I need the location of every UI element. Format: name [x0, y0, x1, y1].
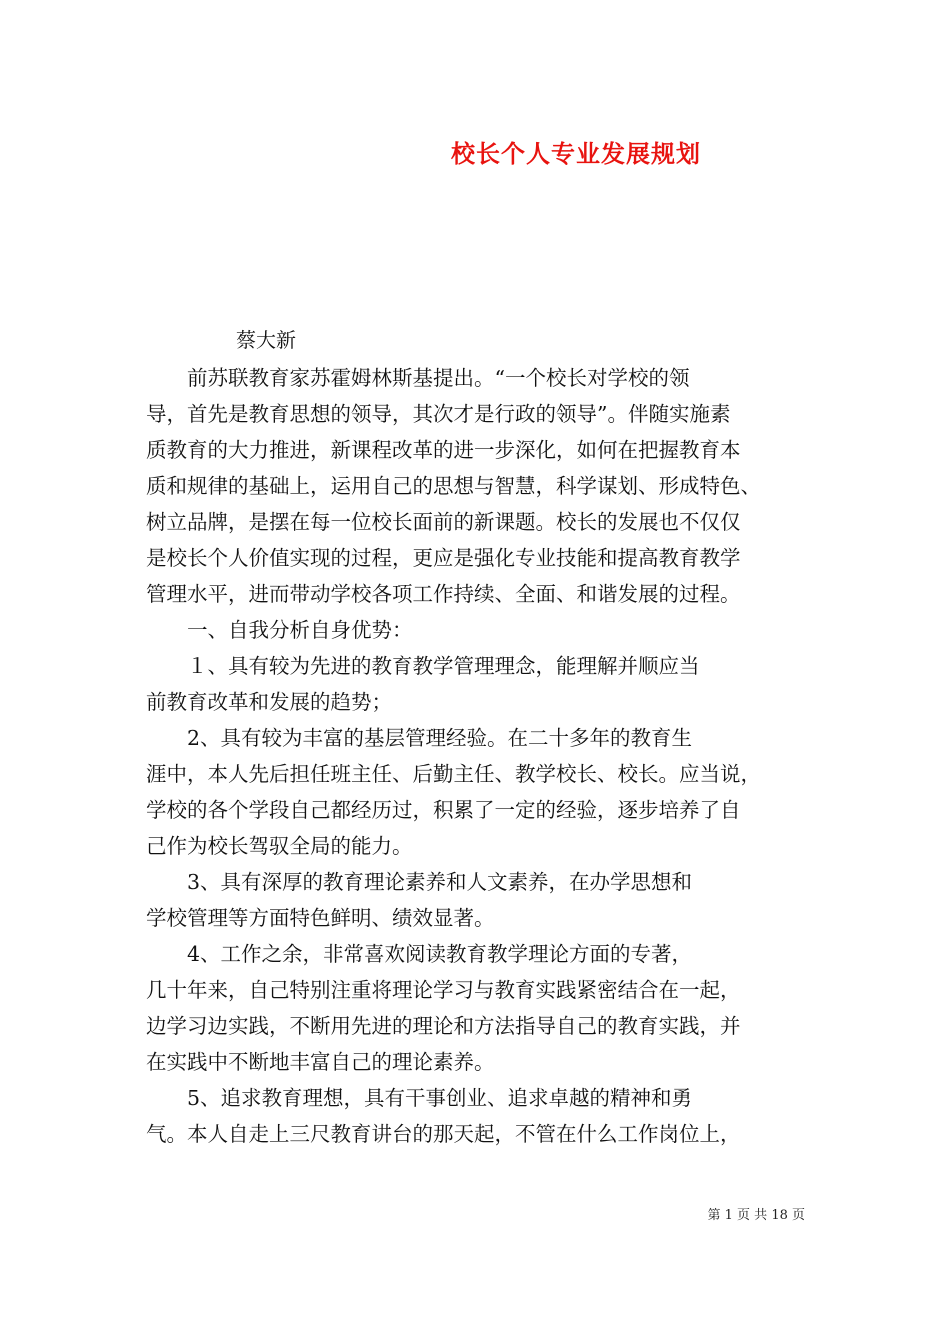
body-line: 己作为校长驾驭全局的能力。	[146, 834, 413, 858]
body-line: １、具有较为先进的教育教学管理理念，能理解并顺应当	[146, 654, 700, 678]
body-line: 学校管理等方面特色鲜明、绩效显著。	[146, 906, 495, 930]
author-name: 蔡大新	[236, 328, 296, 352]
document-body	[146, 360, 811, 1152]
page-number: 第 1 页 共 18 页	[707, 1208, 805, 1223]
section-heading: 一、自我分析自身优势：	[146, 618, 413, 642]
body-line: 学校的各个学段自己都经历过，积累了一定的经验，逐步培养了自	[146, 798, 741, 822]
body-line: 3、具有深厚的教育理论素养和人文素养，在办学思想和	[146, 870, 693, 894]
body-line: 涯中，本人先后担任班主任、后勤主任、教学校长、校长。应当说，	[146, 762, 761, 786]
body-line: 4、工作之余，非常喜欢阅读教育教学理论方面的专著，	[146, 942, 693, 966]
body-line: 质教育的大力推进，新课程改革的进一步深化，如何在把握教育本	[146, 438, 741, 462]
body-line: 质和规律的基础上，运用自己的思想与智慧，科学谋划、形成特色、	[146, 474, 761, 498]
body-line: 气。本人自走上三尺教育讲台的那天起，不管在什么工作岗位上，	[146, 1122, 741, 1146]
body-line: 5、追求教育理想，具有干事创业、追求卓越的精神和勇	[146, 1086, 693, 1110]
body-line: 2、具有较为丰富的基层管理经验。在二十多年的教育生	[146, 726, 693, 750]
document-title: 校长个人专业发展规划	[451, 139, 701, 168]
body-line: 在实践中不断地丰富自己的理论素养。	[146, 1050, 495, 1074]
body-line: 前教育改革和发展的趋势；	[146, 690, 392, 714]
body-line: 几十年来，自己特别注重将理论学习与教育实践紧密结合在一起，	[146, 978, 741, 1002]
body-line: 前苏联教育家苏霍姆林斯基提出。“一个校长对学校的领	[146, 366, 690, 390]
body-line: 边学习边实践，不断用先进的理论和方法指导自己的教育实践，并	[146, 1014, 741, 1038]
body-line: 是校长个人价值实现的过程，更应是强化专业技能和提高教育教学	[146, 546, 741, 570]
body-line: 树立品牌，是摆在每一位校长面前的新课题。校长的发展也不仅仅	[146, 510, 741, 534]
body-line: 导，首先是教育思想的领导，其次才是行政的领导”。伴随实施素	[146, 402, 731, 426]
body-line: 管理水平，进而带动学校各项工作持续、全面、和谐发展的过程。	[146, 582, 741, 606]
